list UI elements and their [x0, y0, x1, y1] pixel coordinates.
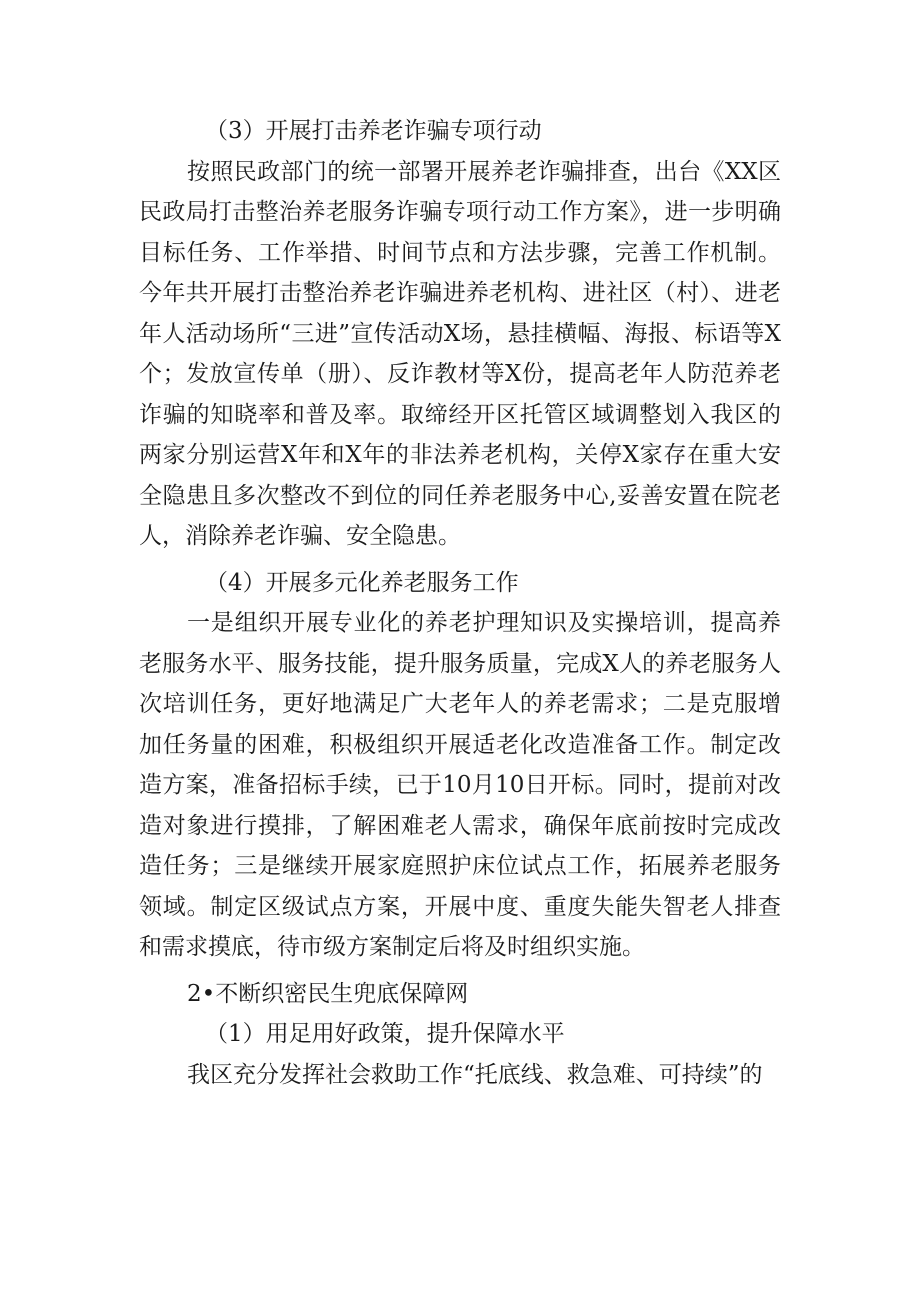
- document-body: [139, 111, 781, 1095]
- section-heading-4: （4）开展多元化养老服务工作: [205, 569, 519, 596]
- section-paragraph-3: 按照民政部门的统一部署开展养老诈骗排查，出台《XX区民政局打击整治养老服务诈骗专项行动工作方案》，进一步明确目标任务、工作举措、时间节点和方法步骤，完善工作机制。今年共开展打击整治养老诈骗进养老机构、进社区（村）、进老年人活动场所“三进”宣传活动X场，悬挂横幅、海报、标语等X个；发放宣传单（册）、反诈教材等X份，提高老年人防范养老诈骗的知晓率和普及率。取缔经开区托管区域调整划入我区的两家分别运营X年和X年的非法养老机构，关停X家存在重大安全隐患且多次整改不到位的同任养老服务中心,妥善安置在院老人，消除养老诈骗、安全隐患。: [139, 158, 781, 549]
- section-heading-3: （3）开展打击养老诈骗专项行动: [205, 118, 542, 144]
- subsection-heading-1: （1）用足用好政策，提升保障水平: [205, 1021, 565, 1047]
- subsection-paragraph-1: 我区充分发挥社会救助工作“托底线、救急难、可持续”的: [187, 1061, 763, 1088]
- section-paragraph-4: 一是组织开展专业化的养老护理知识及实操培训，提高养老服务水平、服务技能，提升服务质量，完成X人的养老服务人次培训任务，更好地满足广大老年人的养老需求；二是克服增加任务量的困难，积极组织开展适老化改造准备工作。制定改造方案，准备招标手续，已于10月10日开标。同时，提前对改造对象进行摸排，了解困难老人需求，确保年底前按时完成改造任务；三是继续开展家庭照护床位试点工作，拓展养老服务领域。制定区级试点方案，开展中度、重度失能失智老人排查和需求摸底，待市级方案制定后将及时组织实施。: [139, 610, 781, 960]
- section-heading-2: 2•不断织密民生兜底保障网: [187, 980, 469, 1007]
